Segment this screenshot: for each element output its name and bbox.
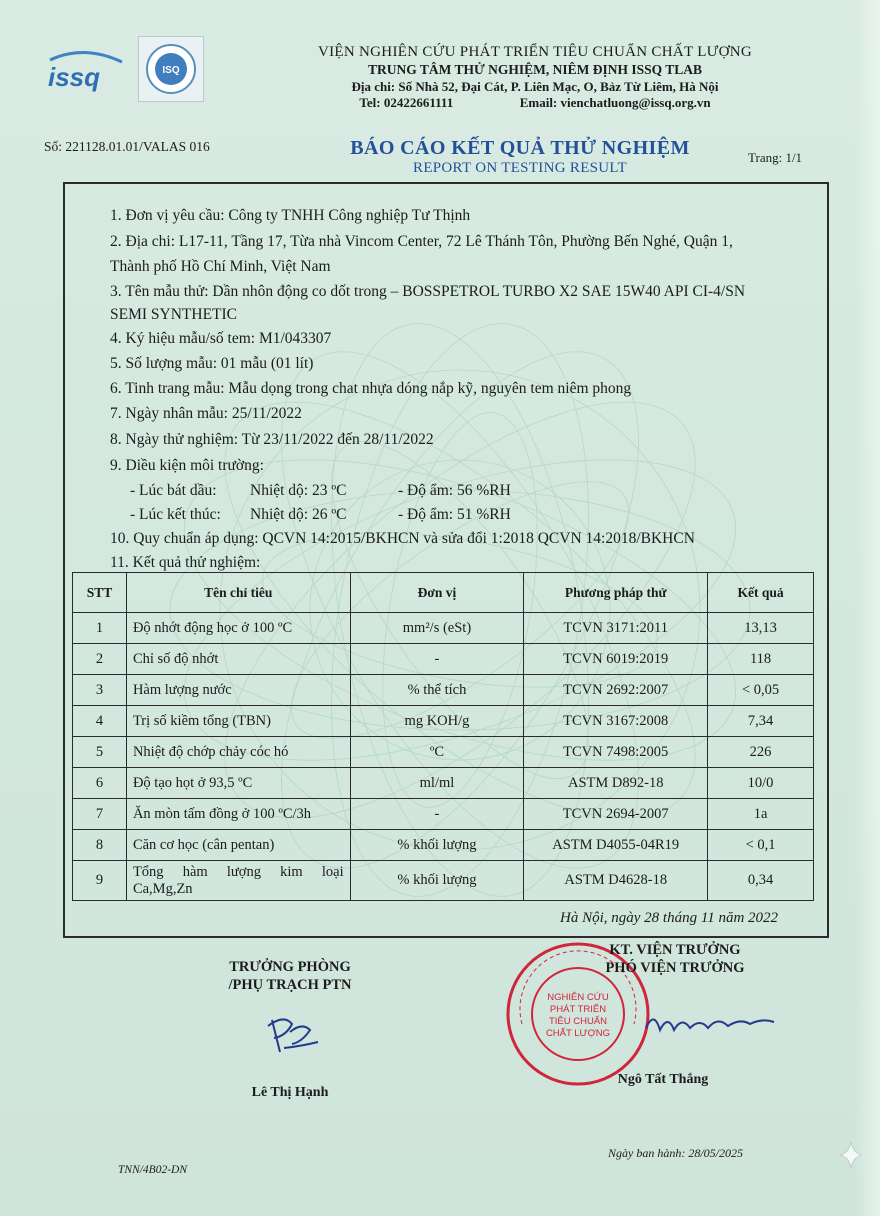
cell-name — [126, 861, 350, 901]
table-header-row — [73, 573, 814, 613]
cell-name: Căn cơ học (cân pentan) — [126, 830, 350, 861]
cell-stt: 7 — [73, 799, 127, 830]
table-row — [73, 861, 814, 901]
col-header-name: Tên chỉ tiêu — [126, 573, 350, 613]
svg-text:ISQ: ISQ — [162, 65, 180, 76]
info-address-cont: Thành phố Hồ Chí Minh, Việt Nam — [110, 258, 331, 275]
cell-method: TCVN 7498:2005 — [524, 737, 708, 768]
info-test-date: 8. Ngày thử nghiệm: Từ 23/11/2022 đến 28/11/2022 — [110, 431, 434, 448]
info-results-heading: 11. Kết quả thử nghiệm: — [110, 554, 261, 571]
org-contact — [230, 95, 840, 111]
info-standard: 10. Quy chuẩn áp dụng: QCVN 14:2015/BKHCN và sửa đổi 1:2018 QCVN 14:2018/BKHCN — [110, 530, 695, 547]
cell-unit: - — [350, 799, 524, 830]
cell-name-line1: Tổng hàm lượng kim loại — [132, 863, 344, 880]
table-row — [73, 830, 814, 861]
svg-text:TIÊU CHUẨN: TIÊU CHUẨN — [548, 1016, 608, 1027]
info-sample-condition: 6. Tinh trang mẫu: Mẫu dọng trong chat nhựa dóng nắp kỹ, nguyên tem niêm phong — [110, 380, 632, 397]
cell-stt: 4 — [73, 706, 127, 737]
cell-result: < 0,1 — [708, 830, 814, 861]
cell-result: < 0,05 — [708, 675, 814, 706]
org-address: Địa chi: Số Nhà 52, Đại Cát, P. Liên Mạc, O, Bảz Từ Liêm, Hà Nội — [351, 79, 719, 94]
issue-date: Ngày ban hành: 28/05/2025 — [608, 1146, 743, 1160]
cell-stt: 5 — [73, 737, 127, 768]
results-table — [72, 572, 814, 901]
isq-badge-logo — [138, 36, 204, 102]
cond-start-humidity: - Độ ẩm: 56 %RH — [398, 482, 511, 499]
org-tel: Tel: 02422661111 — [359, 95, 454, 110]
table-row — [73, 613, 814, 644]
page-number: Trang: 1/1 — [748, 150, 803, 165]
table-row — [73, 768, 814, 799]
right-title-line2: PHÓ VIỆN TRƯỞNG — [605, 960, 745, 976]
cell-result: 118 — [708, 644, 814, 675]
cond-start-temp: Nhiệt dộ: 23 ºC — [250, 482, 347, 499]
cell-name: Ăn mòn tấm đồng ở 100 ºC/3h — [126, 799, 350, 830]
svg-text:issq: issq — [48, 62, 101, 92]
info-sample-quantity: 5. Số lượng mẫu: 01 mẫu (01 lít) — [110, 355, 314, 372]
cell-result: 226 — [708, 737, 814, 768]
info-env-conditions: 9. Diều kiện môi trường: — [110, 457, 264, 474]
info-sample-name: 3. Tên mẫu thử: Dần nhôn động co dốt trong – BOSSPETROL TURBO X2 SAE 15W40 API CI-4/SN — [110, 283, 746, 300]
cell-unit: ºC — [350, 737, 524, 768]
info-received-date: 7. Ngày nhân mẫu: 25/11/2022 — [110, 405, 302, 422]
left-title-line1: TRƯỞNG PHÒNG — [229, 959, 351, 975]
cell-result: 13,13 — [708, 613, 814, 644]
right-title-line1: KT. VIỆN TRƯỞNG — [609, 942, 741, 958]
cell-unit: % thể tích — [350, 675, 524, 706]
cell-method: ASTM D4055-04R19 — [524, 830, 708, 861]
table-row — [73, 675, 814, 706]
cell-stt: 1 — [73, 613, 127, 644]
left-title-line2: /PHỤ TRẠCH PTN — [228, 977, 352, 993]
col-header-unit: Đơn vị — [350, 573, 524, 613]
cell-stt: 9 — [73, 861, 127, 901]
cell-stt: 8 — [73, 830, 127, 861]
cond-end-humidity: - Độ ẩm: 51 %RH — [398, 506, 511, 523]
cell-name: Chỉ số độ nhớt — [126, 644, 350, 675]
cell-unit: % khối lượng — [350, 830, 524, 861]
cell-stt: 6 — [73, 768, 127, 799]
cell-name: Độ nhớt động học ở 100 ºC — [126, 613, 350, 644]
table-row — [73, 799, 814, 830]
org-email: Email: vienchatluong@issq.org.vn — [519, 95, 711, 110]
report-title: BÁO CÁO KẾT QUẢ THỬ NGHIỆM — [350, 137, 690, 159]
info-address: 2. Địa chi: L17-11, Tầng 17, Từa nhà Vincom Center, 72 Lê Thánh Tôn, Phường Bến Nghé, Quận 1, — [110, 233, 733, 250]
cell-unit: mg KOH/g — [350, 706, 524, 737]
left-signatory-name: Lê Thị Hạnh — [251, 1085, 329, 1100]
cell-method: ASTM D4628-18 — [524, 861, 708, 901]
cell-method: TCVN 3171:2011 — [524, 613, 708, 644]
right-signatory-title — [560, 941, 790, 977]
cell-unit: - — [350, 644, 524, 675]
info-requester: 1. Đơn vị yêu cầu: Công ty TNHH Công nghiệp Tư Thịnh — [110, 207, 471, 224]
center-name: TRUNG TÂM THỬ NGHIỆM, NIÊM ĐỊNH ISSQ TLAB — [367, 62, 703, 77]
cell-unit: ml/ml — [350, 768, 524, 799]
form-code: TNN/4B02-DN — [118, 1164, 188, 1176]
cond-end-temp: Nhiệt dộ: 26 ºC — [250, 506, 347, 523]
cell-name: Nhiệt độ chớp chảy cóc hó — [126, 737, 350, 768]
cell-name-line2: Ca,Mg,Zn — [132, 880, 193, 897]
cell-name: Hàm lượng nước — [126, 675, 350, 706]
cell-name: Độ tạo họt ở 93,5 ºC — [126, 768, 350, 799]
info-sample-name-cont: SEMI SYNTHETIC — [110, 306, 238, 323]
cond-end-label: - Lúc kết thúc: — [130, 506, 221, 523]
right-signature-icon — [640, 1004, 780, 1044]
issue-place-date: Hà Nội, ngày 28 tháng 11 năm 2022 — [560, 910, 779, 926]
right-signatory-name: Ngô Tất Thắng — [617, 1072, 709, 1087]
left-signatory-title — [180, 958, 400, 994]
report-subtitle: REPORT ON TESTING RESULT — [413, 160, 627, 176]
issq-logo — [44, 50, 126, 94]
svg-text:PHÁT TRIỂN: PHÁT TRIỂN — [549, 1004, 607, 1015]
col-header-method: Phương pháp thử — [524, 573, 708, 613]
cond-start-label: - Lúc bát dầu: — [130, 482, 217, 499]
cell-result: 1a — [708, 799, 814, 830]
cell-result: 7,34 — [708, 706, 814, 737]
cell-method: TCVN 6019:2019 — [524, 644, 708, 675]
svg-text:NGHIÊN CỨU: NGHIÊN CỨU — [547, 992, 609, 1003]
cell-unit: % khối lượng — [350, 861, 524, 901]
table-row — [73, 706, 814, 737]
cell-method: TCVN 3167:2008 — [524, 706, 708, 737]
svg-text:CHẤT LƯỢNG: CHẤT LƯỢNG — [545, 1028, 611, 1039]
cell-stt: 3 — [73, 675, 127, 706]
cell-method: TCVN 2692:2007 — [524, 675, 708, 706]
org-name: VIỆN NGHIÊN CỨU PHÁT TRIỂN TIÊU CHUẨN CHẤT LƯỢNG — [317, 44, 753, 60]
cell-name: Trị số kiềm tổng (TBN) — [126, 706, 350, 737]
cell-stt: 2 — [73, 644, 127, 675]
info-sample-code: 4. Ký hiệu mẫu/số tem: M1/043307 — [110, 330, 332, 347]
table-row — [73, 644, 814, 675]
report-number: Số: 221128.01.01/VALAS 016 — [44, 139, 210, 154]
cell-result: 0,34 — [708, 861, 814, 901]
cell-method: ASTM D892-18 — [524, 768, 708, 799]
cell-result: 10/0 — [708, 768, 814, 799]
table-row — [73, 737, 814, 768]
sparkle-icon — [838, 1140, 864, 1170]
col-header-result: Kết quả — [708, 573, 814, 613]
cell-unit: mm²/s (eSt) — [350, 613, 524, 644]
col-header-stt: STT — [73, 573, 127, 613]
cell-method: TCVN 2694-2007 — [524, 799, 708, 830]
left-signature-icon — [262, 1012, 322, 1058]
